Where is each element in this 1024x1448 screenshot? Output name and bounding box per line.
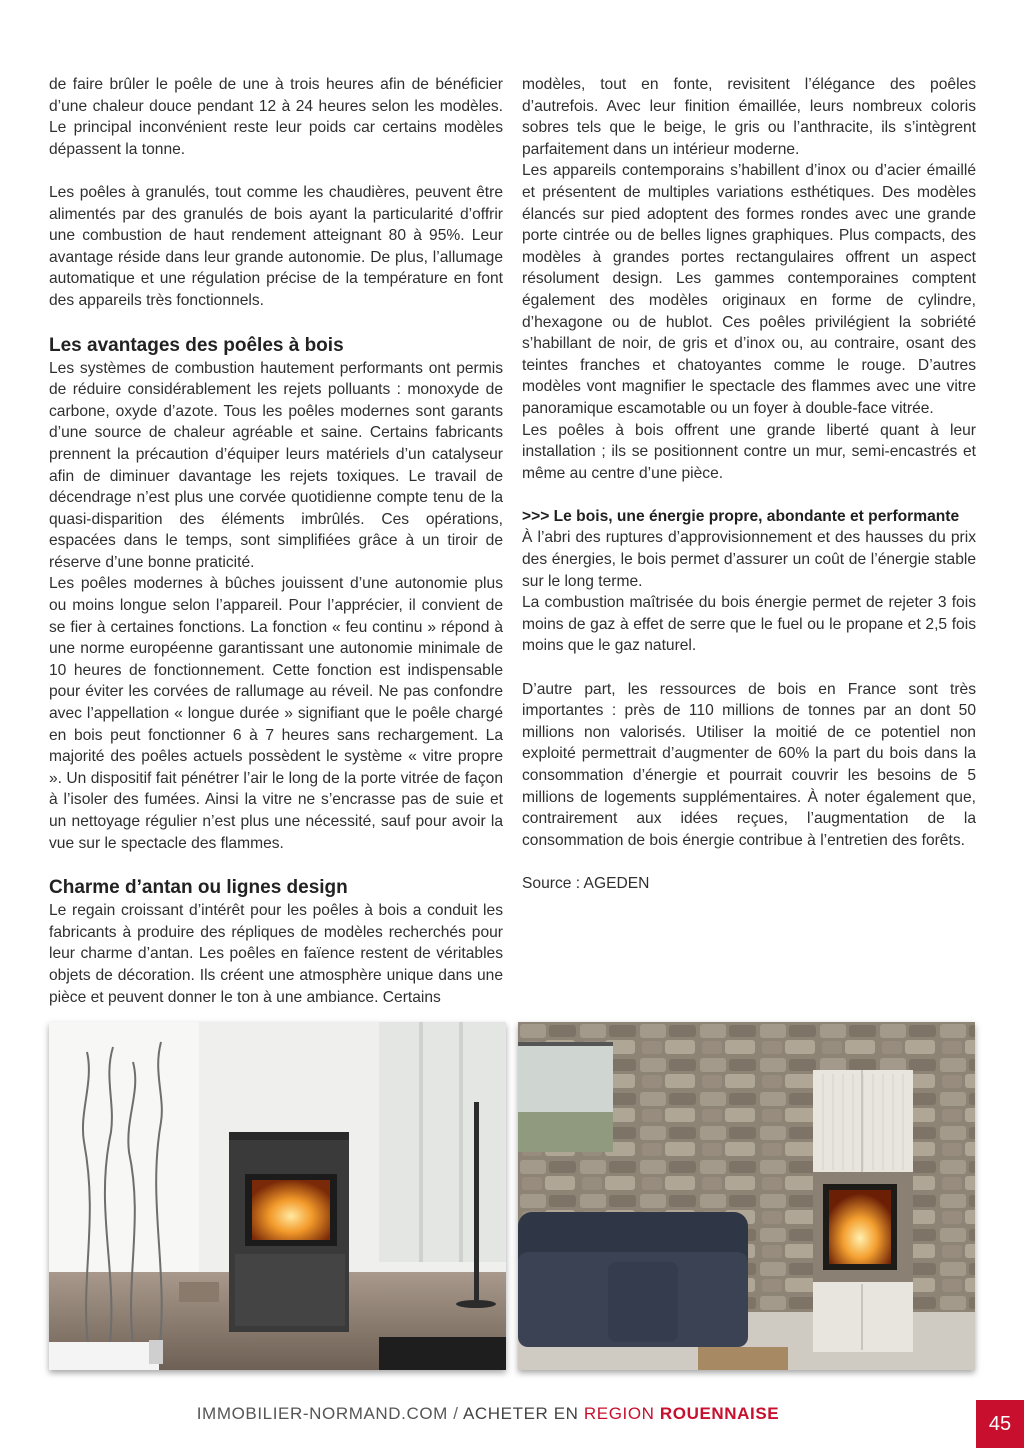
footer-site: IMMOBILIER-NORMAND.COM <box>196 1404 448 1423</box>
section-heading-avantages: Les avantages des poêles à bois <box>49 334 344 356</box>
section-heading-bois: >>> Le bois, une énergie propre, abondante et performante <box>522 507 960 525</box>
footer-city: ROUENNAISE <box>659 1404 780 1423</box>
footer-buy: ACHETER EN <box>462 1404 579 1423</box>
paragraph: de faire brûler le poêle de une à trois heures afin de bénéficier d’une chaleur douce pendant 12 à 24 heures selon les modèles. Le principal inconvénient reste leur poids car certains modèles dépassent la tonne. <box>49 76 503 158</box>
paragraph: D’autre part, les ressources de bois en France sont très importantes : près de 110 millions de tonnes par an dont 50 millions non valorisés. Utiliser la moitié de ce potentiel non exploité permettrait d’augmenter de 60% la part du bois dans la consommation d’énergie et pourrait couvrir les besoins de 5 millions de logements supplémentaires. À noter également que, contrairement aux idées reçues, l’augmentation de la consommation de bois énergie contribue à l’entretien des forêts. <box>522 680 976 849</box>
paragraph: La combustion maîtrisée du bois énergie permet de rejeter 3 fois moins de gaz à effet de serre que le fuel ou le propane et 2,5 fois moins que le gaz naturel. <box>522 594 976 655</box>
paragraph: Les poêles à granulés, tout comme les chaudières, peuvent être alimentés par des granulés de bois ayant la particularité d’offrir une combustion de haut rendement atteignant 80 à 95%. Leur avantage réside dans leur grande autonomie. De plus, l’allumage automatique et une régulation précise de la température en font des appareils très fonctionnels. <box>49 183 503 309</box>
paragraph: Le regain croissant d’intérêt pour les poêles à bois a conduit les fabricants à produire des répliques de modèles recherchés pour leur charme d’antan. Les poêles en faïence restent de véritables objets de décoration. Ils créent une atmosphère unique dans une pièce et peuvent donner le ton à une ambiance. Certains <box>49 902 503 1006</box>
stove-photo-modern-room <box>49 1022 506 1370</box>
stove-photo-stone-wall <box>518 1022 975 1370</box>
page-footer <box>0 1404 976 1424</box>
left-column <box>49 74 503 1008</box>
right-column <box>522 74 976 895</box>
paragraph: Les poêles modernes à bûches jouissent d’une autonomie plus ou moins longue selon l’appareil. Pour l’apprécier, il convient de se fier à certaines fonctions. La fonction « feu continu » répond à une norme européenne garantissant une autonomie minimale de 10 heures de fonctionnement. Cette fonction est indispensable pour éviter les corvées de rallumage au réveil. Ne pas confondre avec l’appellation « longue durée » signifiant que le poêle chargé en bois peut fonctionner 6 à 7 heures sans rechargement. La majorité des poêles actuels possèdent le système « vitre propre ». Un dispositif fait pénétrer l’air le long de la porte vitrée de façon à l’isoler des fumées. Ainsi la vitre ne s’encrasse pas de suie et un nettoyage régulier n’est plus une nécessité, sauf pour avoir la vue sur le spectacle des flammes. <box>49 575 503 852</box>
paragraph: À l’abri des ruptures d’approvisionnement et des hausses du prix des énergies, le bois permet d’assurer un coût de l’énergie stable sur le long terme. <box>522 529 976 590</box>
footer-separator: / <box>453 1404 459 1423</box>
footer-region: REGION <box>583 1404 655 1423</box>
paragraph: Les appareils contemporains s’habillent d’inox ou d’acier émaillé et présentent de multiples variations esthétiques. Des modèles élancés sur pied adoptent des formes rondes avec une grande porte cintrée ou de belles lignes graphiques. Plus compacts, des modèles à grandes portes rectangulaires offrent un aspect résolument design. Les gammes contemporaines comptent également des modèles originaux en forme de cylindre, d’hexagone ou de hublot. Ces poêles privilégient la sobriété s’habillant de noir, de gris et d’inox ou, au contraire, osant des teintes franches et chatoyantes comme le rouge. D’autres modèles vont magnifier le spectacle des flammes avec une vitre panoramique escamotable ou un foyer à double-face vitrée. <box>522 162 976 417</box>
page-number: 45 <box>976 1400 1024 1448</box>
paragraph: Les systèmes de combustion hautement performants ont permis de réduire considérablement les rejets polluants : monoxyde de carbone, oxyde d’azote. Tous les poêles modernes sont garants d’une source de chaleur agréable et saine. Certains fabricants prennent la précaution d’équiper leurs matériels d’un catalyseur afin de diminuer davantage les rejets toxiques. Le travail de décendrage n’est plus une corvée quotidienne compte tenu de la quasi-disparition des éléments imbrûlés. Ces opérations, espacées dans le temps, sont simplifiées grâce à un tiroir de réserve d’une bonne praticité. <box>49 359 503 571</box>
source-credit: Source : AGEDEN <box>522 874 650 892</box>
paragraph: Les poêles à bois offrent une grande liberté quant à leur installation ; ils se positionnent contre un mur, semi-encastrés et même au centre d’une pièce. <box>522 421 976 482</box>
section-heading-charme: Charme d’antan ou lignes design <box>49 877 348 899</box>
paragraph: modèles, tout en fonte, revisitent l’élégance des poêles d’autrefois. Avec leur finition émaillée, leurs nombreux coloris sobres tels que le beige, le gris ou l’anthracite, ils s’intègrent parfaitement dans un intérieur moderne. <box>522 76 976 158</box>
